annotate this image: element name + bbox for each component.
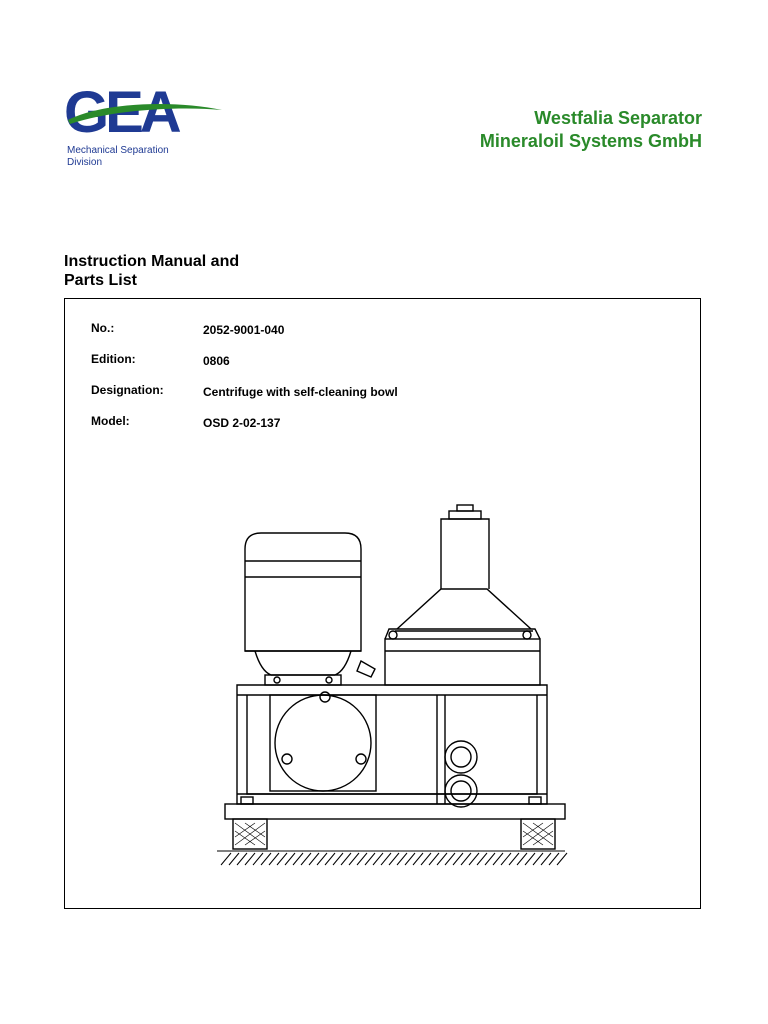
motor bbox=[245, 533, 375, 685]
title-line1: Instruction Manual and bbox=[64, 253, 240, 270]
number-value: 2052-9001-040 bbox=[203, 323, 285, 337]
ports bbox=[445, 741, 477, 807]
ground-line bbox=[217, 851, 567, 865]
logo-text: GEA bbox=[64, 84, 178, 144]
centrifuge-drawing bbox=[65, 299, 702, 910]
designation-label: Designation: bbox=[91, 383, 164, 397]
gea-logo bbox=[64, 84, 234, 144]
motor-flange bbox=[270, 692, 376, 791]
company-line2: Mineraloil Systems GmbH bbox=[479, 131, 702, 151]
model-label: Model: bbox=[91, 414, 130, 428]
document-title bbox=[64, 252, 239, 290]
title-line2: Parts List bbox=[64, 272, 137, 289]
bowl-hood bbox=[385, 505, 540, 685]
designation-value: Centrifuge with self-cleaning bowl bbox=[203, 385, 398, 399]
company-line1: Westfalia Separator bbox=[534, 108, 702, 128]
division-label bbox=[67, 145, 207, 169]
base-bolts bbox=[241, 797, 541, 804]
division-line2: Division bbox=[67, 157, 103, 168]
edition-label: Edition: bbox=[91, 352, 136, 366]
division-line1: Mechanical Separation bbox=[67, 145, 169, 156]
details-frame bbox=[64, 298, 701, 909]
model-value: OSD 2-02-137 bbox=[203, 416, 281, 430]
feet bbox=[233, 819, 555, 849]
edition-value: 0806 bbox=[203, 354, 230, 368]
frame-housing bbox=[237, 685, 547, 804]
base-plate bbox=[225, 804, 565, 819]
number-label: No.: bbox=[91, 321, 115, 335]
company-name bbox=[480, 107, 702, 153]
